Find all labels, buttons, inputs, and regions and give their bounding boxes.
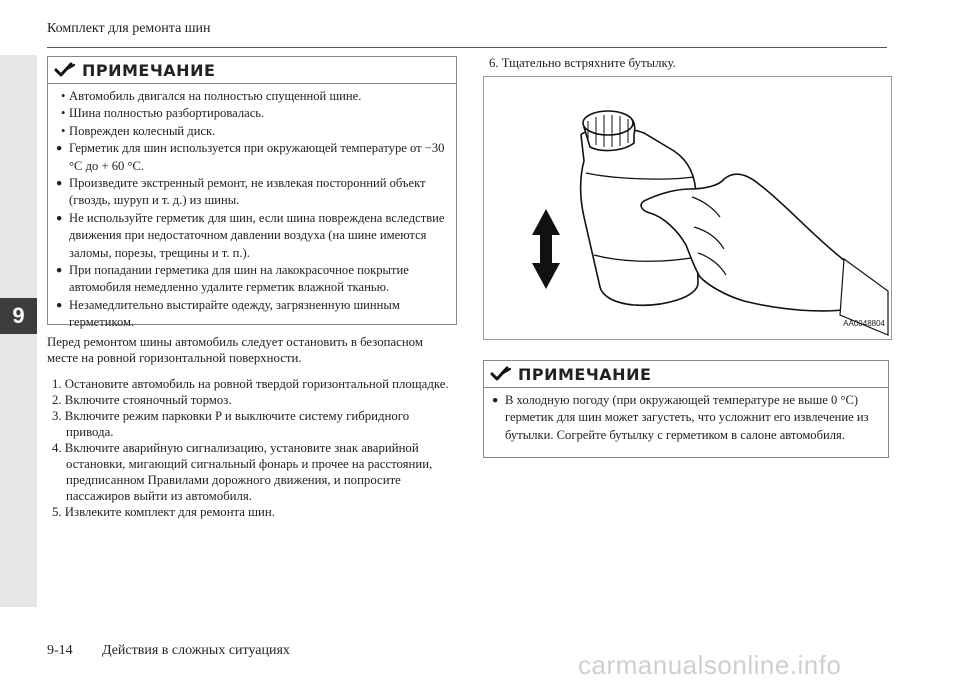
note-title: ПРИМЕЧАНИЕ <box>518 364 652 384</box>
header-rule <box>47 47 887 48</box>
footer-section-title: Действия в сложных ситуациях <box>102 643 290 658</box>
watermark: carmanualsonline.info <box>578 650 842 680</box>
note-header <box>48 57 456 84</box>
step-item: 3. Включите режим парковки P и выключите систему гибридного привода. <box>52 409 410 439</box>
note-item: • Шина полностью разбортировалась. <box>56 105 450 122</box>
note-check-icon <box>54 62 76 78</box>
note-header <box>484 361 888 388</box>
step-6: 6. Тщательно встряхните бутылку. <box>489 56 676 70</box>
note-list <box>48 84 456 336</box>
figure-shake-bottle <box>483 76 892 340</box>
intro-paragraph: Перед ремонтом шины автомобиль следует остановить в безопасном месте на ровной горизонтальной поверхности. <box>47 335 423 365</box>
step-item: 1. Остановите автомобиль на ровной твердой горизонтальной площадке. <box>52 377 449 391</box>
note-item: • Автомобиль двигался на полностью спущенной шине. <box>56 88 450 105</box>
note-list <box>484 388 888 448</box>
step-item: 2. Включите стояночный тормоз. <box>52 393 232 407</box>
note-check-icon <box>490 366 512 382</box>
step-item: 4. Включите аварийную сигнализацию, установите знак аварийной остановки, мигающий сигнальный фонарь и прочее на расстоянии, предписанном Правилами дорожного движения, и попросите пассажиров выйти из автомобиля. <box>52 441 433 503</box>
note-item: ● Произведите экстренный ремонт, не извлекая посторонний объект (гвоздь, шуруп и т. д.) из шины. <box>56 175 450 210</box>
note-item: ● В холодную погоду (при окружающей температуре не выше 0 °C) герметик для шин может загустеть, что усложнит его извлечение из бутылки. Согрейте бутылку с герметиком в салоне автомобиля. <box>492 392 882 444</box>
note-title: ПРИМЕЧАНИЕ <box>82 60 216 80</box>
step-item: 5. Извлеките комплект для ремонта шин. <box>52 505 275 519</box>
bottle-hand-illustration <box>484 77 891 339</box>
note-item: ● При попадании герметика для шин на лакокрасочное покрытие автомобиля немедленно удалите герметик влажной тканью. <box>56 262 450 297</box>
note-box-1 <box>47 56 457 330</box>
note-item: ● Не используйте герметик для шин, если шина повреждена вследствие движения при недостаточном давлении воздуха (на шине имеются заломы, порезы, трещины и т. п.). <box>56 210 450 262</box>
page-number: 9-14 <box>47 643 73 658</box>
note-item: • Поврежден колесный диск. <box>56 123 450 140</box>
running-header: Комплект для ремонта шин <box>47 21 211 36</box>
chapter-tab: 9 <box>0 298 37 334</box>
steps-list <box>52 376 457 520</box>
note-item: ● Незамедлительно выстирайте одежду, загрязненную шинным герметиком. <box>56 297 450 332</box>
shake-arrow-icon <box>532 209 560 289</box>
figure-code: AA0048804 <box>843 319 885 328</box>
note-box-2 <box>483 360 889 458</box>
note-item: ● Герметик для шин используется при окружающей температуре от −30 °C до + 60 °C. <box>56 140 450 175</box>
